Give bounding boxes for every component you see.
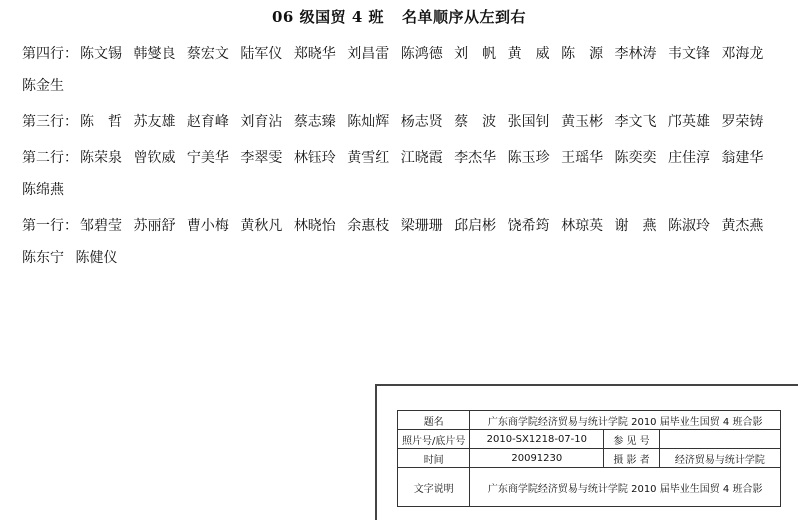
- row-label: 第四行：: [22, 46, 78, 62]
- person-name: 李林涛: [614, 46, 657, 62]
- person-name: 韦文锋: [667, 46, 710, 62]
- person-name: 曾钦威: [133, 150, 176, 166]
- person-name: 杨志贤: [400, 114, 443, 130]
- person-name: 郑晓华: [293, 46, 336, 62]
- card-time-label: 时间: [398, 449, 470, 468]
- person-name: 陈绵燕: [22, 182, 64, 198]
- person-name: 陈 源: [561, 46, 604, 62]
- person-name: 陈鸿德: [400, 46, 443, 62]
- person-name: 江晓霞: [400, 150, 443, 166]
- person-name: 苏丽舒: [133, 218, 176, 234]
- person-name: 李杰华: [454, 150, 497, 166]
- person-name: 黄杰燕: [721, 218, 764, 234]
- person-name: 余惠枝: [347, 218, 390, 234]
- card-ref-value: [659, 430, 780, 449]
- person-name: 曹小梅: [186, 218, 229, 234]
- person-name: 黄雪红: [347, 150, 390, 166]
- person-name: 邹碧莹: [80, 218, 122, 234]
- person-name: 陈奕奕: [614, 150, 657, 166]
- card-photo-no-value: 2010-SX1218-07-10: [470, 430, 604, 449]
- person-name: 王瑶华: [561, 150, 604, 166]
- card-title-value: 广东商学院经济贸易与统计学院 2010 届毕业生国贸 4 班合影: [470, 411, 781, 430]
- person-name: 陈文锡: [80, 46, 122, 62]
- person-name: 韩燮良: [133, 46, 176, 62]
- card-photographer-value: 经济贸易与统计学院: [659, 449, 780, 468]
- person-name: 黄玉彬: [561, 114, 604, 130]
- person-name: 林晓怡: [293, 218, 336, 234]
- person-name: 陈灿辉: [347, 114, 390, 130]
- row-label: 第一行：: [22, 218, 78, 234]
- person-name: 蔡志臻: [293, 114, 336, 130]
- person-name: 陈东宁: [22, 250, 64, 266]
- person-name: 饶希筠: [507, 218, 550, 234]
- person-name: 黄秋凡: [240, 218, 283, 234]
- row-2: [22, 142, 772, 206]
- person-name: 庄佳淳: [667, 150, 710, 166]
- person-name: 邝英雄: [667, 114, 710, 130]
- person-name: 刘 帆: [454, 46, 497, 62]
- row-label: 第三行：: [22, 114, 78, 130]
- person-name: 邓海龙: [721, 46, 764, 62]
- catalog-card: [397, 410, 781, 507]
- person-name: 李翠雯: [240, 150, 283, 166]
- document-title: [0, 6, 798, 27]
- person-name: 黄 威: [507, 46, 550, 62]
- person-name: 翁建华: [721, 150, 764, 166]
- card-time-value: 20091230: [470, 449, 604, 468]
- title-order-note: 名单顺序从左到右: [401, 8, 526, 26]
- card-caption-value: 广东商学院经济贸易与统计学院 2010 届毕业生国贸 4 班合影: [470, 468, 781, 507]
- person-name: 罗荣铸: [721, 114, 764, 130]
- title-class: 06 级国贸 4 班: [272, 8, 384, 26]
- card-title-label: 题名: [398, 411, 470, 430]
- card-ref-label: 参 见 号: [604, 430, 660, 449]
- person-name: 赵育峰: [186, 114, 229, 130]
- person-name: 林钰玲: [293, 150, 336, 166]
- person-name: 刘育沾: [240, 114, 283, 130]
- row-4: [22, 38, 772, 102]
- person-name: 宁美华: [186, 150, 229, 166]
- person-name: 刘昌雷: [347, 46, 390, 62]
- person-name: 陈金生: [22, 78, 64, 94]
- card-photographer-label: 摄 影 者: [604, 449, 660, 468]
- name-list: [22, 38, 772, 278]
- person-name: 李文飞: [614, 114, 657, 130]
- person-name: 梁珊珊: [400, 218, 443, 234]
- row-label: 第二行：: [22, 150, 78, 166]
- person-name: 陆军仪: [240, 46, 283, 62]
- person-name: 张国钊: [507, 114, 550, 130]
- row-1: [22, 210, 772, 274]
- person-name: 苏友雄: [133, 114, 176, 130]
- person-name: 蔡宏文: [186, 46, 229, 62]
- person-name: 陈淑玲: [667, 218, 710, 234]
- person-name: 陈健仪: [75, 250, 118, 266]
- person-name: 陈玉珍: [507, 150, 550, 166]
- card-caption-label: 文字说明: [398, 468, 470, 507]
- person-name: 林琼英: [561, 218, 604, 234]
- person-name: 邱启彬: [454, 218, 497, 234]
- person-name: 陈荣泉: [80, 150, 122, 166]
- person-name: 陈 哲: [80, 114, 122, 130]
- card-photo-no-label: 照片号/底片号: [398, 430, 470, 449]
- person-name: 谢 燕: [614, 218, 657, 234]
- person-name: 蔡 波: [454, 114, 497, 130]
- row-3: [22, 106, 772, 138]
